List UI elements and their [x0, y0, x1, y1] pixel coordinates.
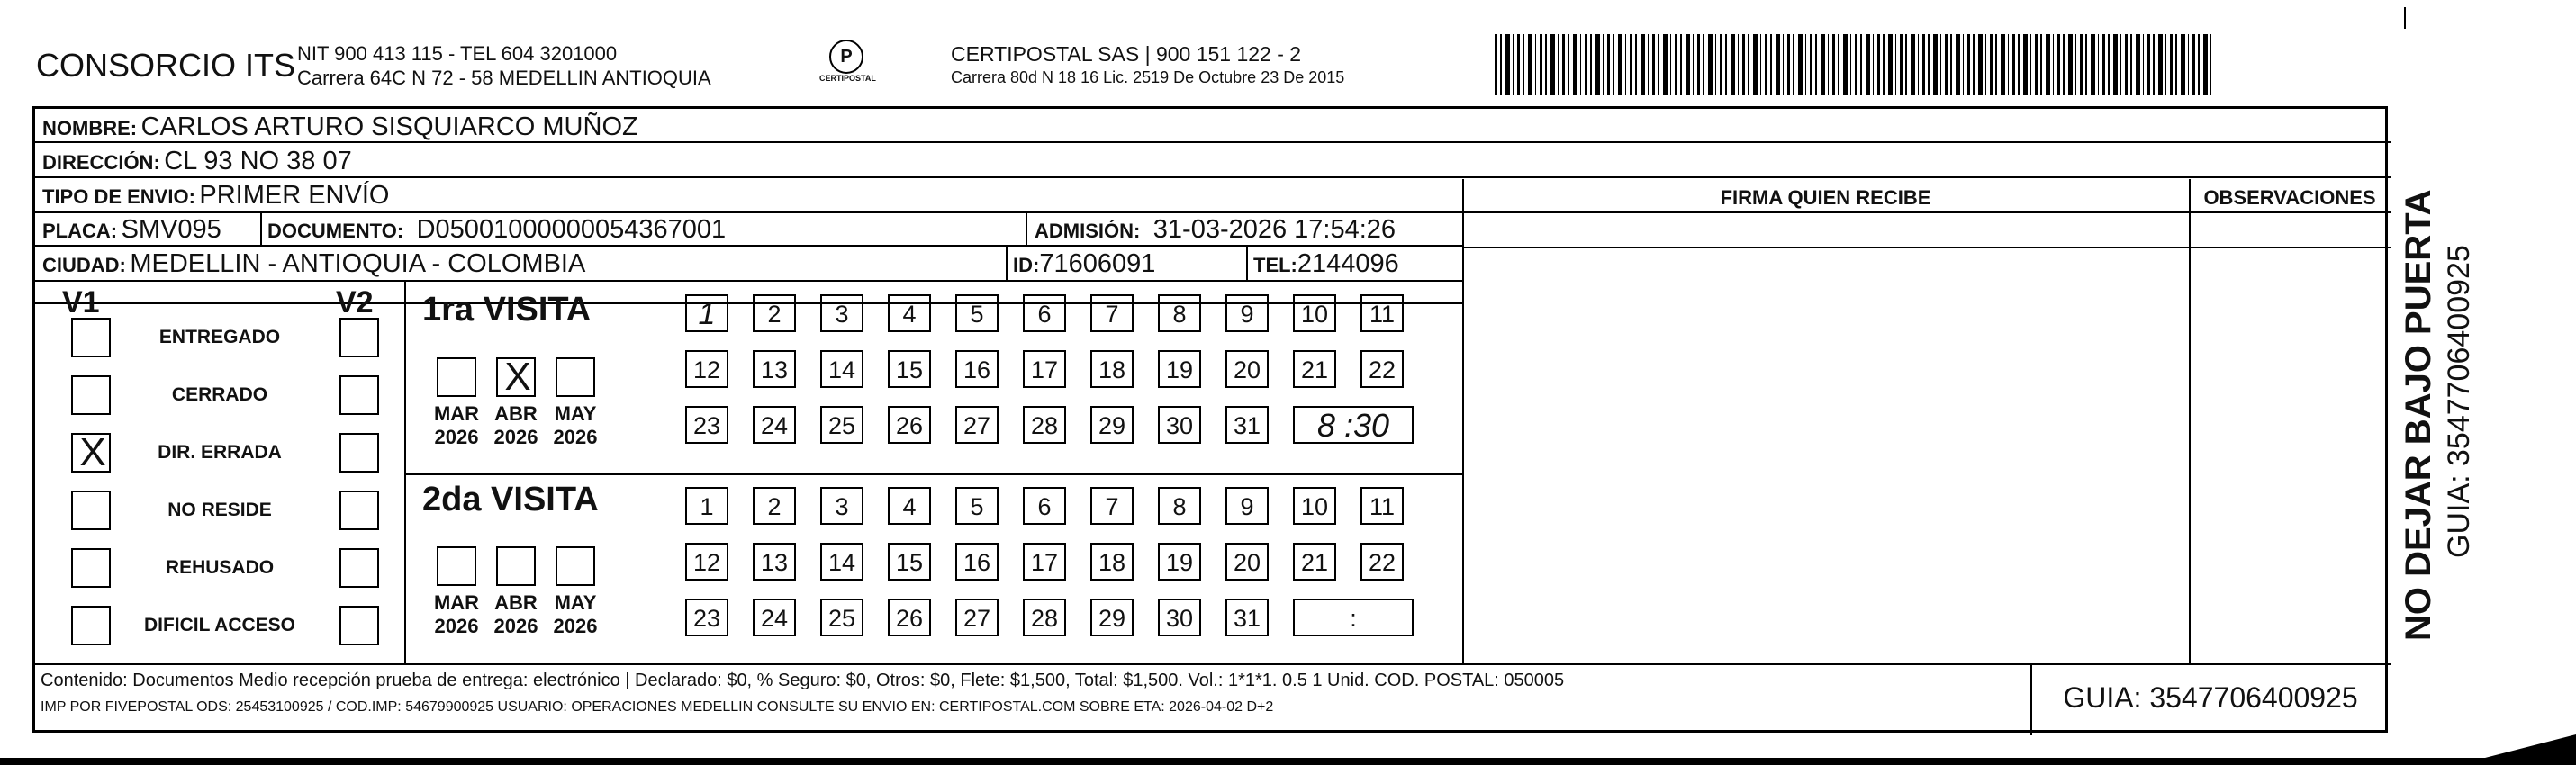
v2-checkbox[interactable] — [339, 548, 379, 588]
documento-label: DOCUMENTO: — [267, 220, 404, 242]
month-checkbox[interactable] — [556, 546, 595, 586]
month-year: 2026 — [434, 615, 479, 637]
tipo-label: TIPO DE ENVIO: — [42, 185, 195, 208]
day-box[interactable]: 26 — [888, 406, 931, 444]
certipostal-logo — [819, 40, 876, 83]
day-box[interactable]: 3 — [820, 294, 863, 332]
day-box[interactable]: 24 — [753, 406, 796, 444]
time-box[interactable]: 8 :30 — [1293, 406, 1414, 444]
tel-field — [1253, 249, 1399, 279]
day-box[interactable]: 9 — [1225, 294, 1269, 332]
day-box[interactable]: 19 — [1158, 543, 1201, 580]
day-box[interactable]: 26 — [888, 598, 931, 636]
month-label — [429, 591, 484, 638]
month-label — [489, 402, 543, 449]
day-box[interactable]: 15 — [888, 350, 931, 388]
documento-field — [267, 215, 726, 245]
carrier-address: Carrera 80d N 18 16 Lic. 2519 De Octubre 23 De 2015 — [951, 68, 1345, 86]
month-checkbox[interactable] — [496, 357, 536, 397]
divider — [404, 280, 406, 663]
divider — [1026, 212, 1027, 245]
day-box[interactable]: 1 — [685, 487, 728, 525]
day-box[interactable]: 10 — [1293, 294, 1336, 332]
certipostal-logo-icon: P — [829, 40, 863, 74]
day-box[interactable]: 2 — [753, 487, 796, 525]
day-box[interactable]: 28 — [1023, 598, 1066, 636]
reason-label: NO RESIDE — [167, 500, 272, 520]
month-label — [548, 591, 602, 638]
v1-checkbox[interactable] — [71, 548, 111, 588]
day-box[interactable]: 31 — [1225, 598, 1269, 636]
month-year: 2026 — [493, 426, 538, 448]
direccion-row — [42, 147, 352, 176]
day-box[interactable]: 13 — [753, 543, 796, 580]
divider — [1462, 179, 1464, 663]
check-mark: X — [504, 355, 531, 399]
day-box[interactable]: 29 — [1090, 598, 1134, 636]
divider — [35, 245, 1462, 247]
nombre-label: NOMBRE: — [42, 117, 138, 140]
month-label — [548, 402, 602, 449]
day-box[interactable]: 8 — [1158, 294, 1201, 332]
nombre-value: CARLOS ARTURO SISQUIARCO MUÑOZ — [140, 112, 638, 141]
day-box[interactable]: 8 — [1158, 487, 1201, 525]
company-name: CONSORCIO ITS — [36, 47, 296, 84]
ciudad-value: MEDELLIN - ANTIOQUIA - COLOMBIA — [130, 249, 586, 278]
month-checkbox[interactable] — [556, 357, 595, 397]
barcode — [1495, 34, 2215, 95]
day-box[interactable]: 10 — [1293, 487, 1336, 525]
placa-label: PLACA: — [42, 220, 118, 242]
day-box[interactable]: 5 — [955, 487, 999, 525]
day-box[interactable]: 4 — [888, 294, 931, 332]
day-box[interactable]: 27 — [955, 598, 999, 636]
tel-value: 2144096 — [1297, 249, 1399, 278]
divider — [1246, 245, 1248, 280]
firma-header: FIRMA QUIEN RECIBE — [1720, 186, 1931, 209]
footer-guia: GUIA: 3547706400925 — [2063, 681, 2358, 714]
carrier-name: CERTIPOSTAL SAS | 900 151 122 - 2 — [951, 42, 1302, 66]
page-edge — [0, 731, 2576, 765]
day-box[interactable]: 6 — [1023, 294, 1066, 332]
month-checkbox[interactable] — [437, 546, 476, 586]
no-dejar-warning: NO DEJAR BAJO PUERTA — [2399, 189, 2438, 641]
day-box[interactable]: 24 — [753, 598, 796, 636]
month-checkbox[interactable] — [496, 546, 536, 586]
documento-value: D05001000000054367001 — [416, 215, 727, 244]
placa-value: SMV095 — [121, 215, 221, 244]
day-box[interactable]: 18 — [1090, 350, 1134, 388]
month-year: 2026 — [434, 426, 479, 448]
reason-label: CERRADO — [171, 384, 268, 405]
nombre-row — [42, 112, 638, 142]
divider — [404, 473, 1462, 475]
tipo-row — [42, 181, 389, 211]
direccion-label: DIRECCIÓN: — [42, 151, 160, 174]
company-nit-tel: NIT 900 413 115 - TEL 604 3201000 — [297, 42, 618, 65]
day-box[interactable]: 20 — [1225, 543, 1269, 580]
v1-checkbox[interactable] — [71, 375, 111, 415]
reason-label: DIFICIL ACCESO — [143, 615, 295, 635]
day-box[interactable]: 19 — [1158, 350, 1201, 388]
divider — [35, 663, 2391, 665]
ciudad-label: CIUDAD: — [42, 254, 126, 276]
day-box[interactable]: 7 — [1090, 294, 1134, 332]
reason-label: DIR. ERRADA — [158, 442, 282, 463]
day-box[interactable]: 11 — [1360, 487, 1404, 525]
month-year: 2026 — [493, 615, 538, 637]
v1-checkbox[interactable] — [71, 490, 111, 530]
v1-checkbox[interactable] — [71, 606, 111, 645]
first-visit-label: 1ra VISITA — [422, 291, 592, 328]
v2-checkbox[interactable] — [339, 433, 379, 472]
month-name: MAR — [433, 591, 480, 614]
day-box[interactable]: 23 — [685, 406, 728, 444]
day-box[interactable]: 15 — [888, 543, 931, 580]
day-box[interactable]: 30 — [1158, 406, 1201, 444]
cut-mark — [2404, 7, 2406, 29]
divider — [35, 212, 2391, 213]
day-box[interactable]: 25 — [820, 406, 863, 444]
day-box[interactable]: 9 — [1225, 487, 1269, 525]
month-label — [489, 591, 543, 638]
month-name: MAR — [433, 402, 480, 425]
day-box[interactable]: 7 — [1090, 487, 1134, 525]
day-box[interactable]: 17 — [1023, 350, 1066, 388]
divider — [1462, 247, 2391, 248]
id-label: ID: — [1013, 254, 1040, 276]
direccion-value: CL 93 NO 38 07 — [164, 147, 352, 176]
placa-field — [42, 215, 221, 245]
day-box[interactable]: 18 — [1090, 543, 1134, 580]
day-box[interactable]: 29 — [1090, 406, 1134, 444]
day-box[interactable]: 16 — [955, 350, 999, 388]
day-box[interactable]: 5 — [955, 294, 999, 332]
divider — [1006, 245, 1008, 280]
v2-checkbox[interactable] — [339, 375, 379, 415]
v1-checkbox[interactable] — [71, 318, 111, 357]
month-year: 2026 — [553, 615, 598, 637]
day-box[interactable]: 25 — [820, 598, 863, 636]
day-box[interactable]: 22 — [1360, 543, 1404, 580]
day-box[interactable]: 13 — [753, 350, 796, 388]
day-box[interactable]: 1 — [685, 294, 728, 332]
divider — [35, 280, 1462, 282]
day-box[interactable]: 12 — [685, 350, 728, 388]
day-box[interactable]: 16 — [955, 543, 999, 580]
logo-text: CERTIPOSTAL — [819, 74, 876, 83]
month-name: ABR — [494, 402, 538, 425]
company-info — [297, 41, 711, 90]
ciudad-field — [42, 249, 585, 279]
day-box[interactable]: 6 — [1023, 487, 1066, 525]
side-guia: GUIA: 3547706400925 — [2442, 245, 2476, 558]
v2-label: V2 — [336, 285, 374, 320]
reason-label: ENTREGADO — [158, 327, 281, 347]
day-box[interactable]: 20 — [1225, 350, 1269, 388]
day-box[interactable]: 14 — [820, 543, 863, 580]
day-box[interactable]: 11 — [1360, 294, 1404, 332]
v1-checkbox[interactable] — [71, 430, 111, 474]
day-box[interactable]: 30 — [1158, 598, 1201, 636]
divider — [2189, 179, 2191, 663]
delivery-form — [32, 106, 2388, 733]
month-checkbox[interactable] — [437, 357, 476, 397]
month-name: MAY — [554, 402, 597, 425]
divider — [35, 176, 2391, 178]
month-year: 2026 — [553, 426, 598, 448]
admision-value: 31-03-2026 17:54:26 — [1152, 215, 1396, 244]
day-box[interactable]: 21 — [1293, 543, 1336, 580]
company-address: Carrera 64C N 72 - 58 MEDELLIN ANTIOQUIA — [297, 67, 711, 89]
day-box[interactable]: 23 — [685, 598, 728, 636]
second-visit-label: 2da VISITA — [422, 481, 599, 518]
footer-line1: Contenido: Documentos Medio recepción prueba de entrega: electrónico | Declarado: $0, % Seguro: $0, Otros: $0, Flete: $1,500, Total: $1,500. Vol.: 1*1*1. 0.5 1 Unid. COD. POSTAL: 050005 — [41, 670, 1565, 690]
month-name: ABR — [494, 591, 538, 614]
tel-label: TEL: — [1253, 254, 1297, 276]
admision-label: ADMISIÓN: — [1035, 220, 1141, 242]
check-mark: X — [79, 430, 106, 474]
v2-checkbox[interactable] — [339, 490, 379, 530]
time-box[interactable]: : — [1293, 598, 1414, 636]
id-field — [1013, 249, 1155, 279]
day-box[interactable]: 22 — [1360, 350, 1404, 388]
admision-field — [1035, 215, 1396, 245]
day-box[interactable]: 31 — [1225, 406, 1269, 444]
reason-label: REHUSADO — [165, 557, 275, 578]
observaciones-header: OBSERVACIONES — [2203, 186, 2376, 209]
day-box[interactable]: 28 — [1023, 406, 1066, 444]
carrier-info — [951, 41, 1344, 88]
v2-checkbox[interactable] — [339, 318, 379, 357]
day-box[interactable]: 14 — [820, 350, 863, 388]
divider — [260, 212, 262, 245]
day-box[interactable]: 4 — [888, 487, 931, 525]
day-box[interactable]: 2 — [753, 294, 796, 332]
day-box[interactable]: 21 — [1293, 350, 1336, 388]
footer-line2: IMP POR FIVEPOSTAL ODS: 25453100925 / COD.IMP: 54679900925 USUARIO: OPERACIONES MEDELLIN CONSULTE SU ENVIO EN: CERTIPOSTAL.COM SOBRE ETA: 2026-04-02 D+2 — [41, 699, 1274, 715]
day-box[interactable]: 12 — [685, 543, 728, 580]
month-label — [429, 402, 484, 449]
day-box[interactable]: 3 — [820, 487, 863, 525]
v2-checkbox[interactable] — [339, 606, 379, 645]
tipo-value: PRIMER ENVÍO — [199, 181, 390, 210]
day-box[interactable]: 27 — [955, 406, 999, 444]
month-name: MAY — [554, 591, 597, 614]
v1-label: V1 — [62, 285, 100, 320]
id-value: 71606091 — [1039, 249, 1156, 278]
day-box[interactable]: 17 — [1023, 543, 1066, 580]
